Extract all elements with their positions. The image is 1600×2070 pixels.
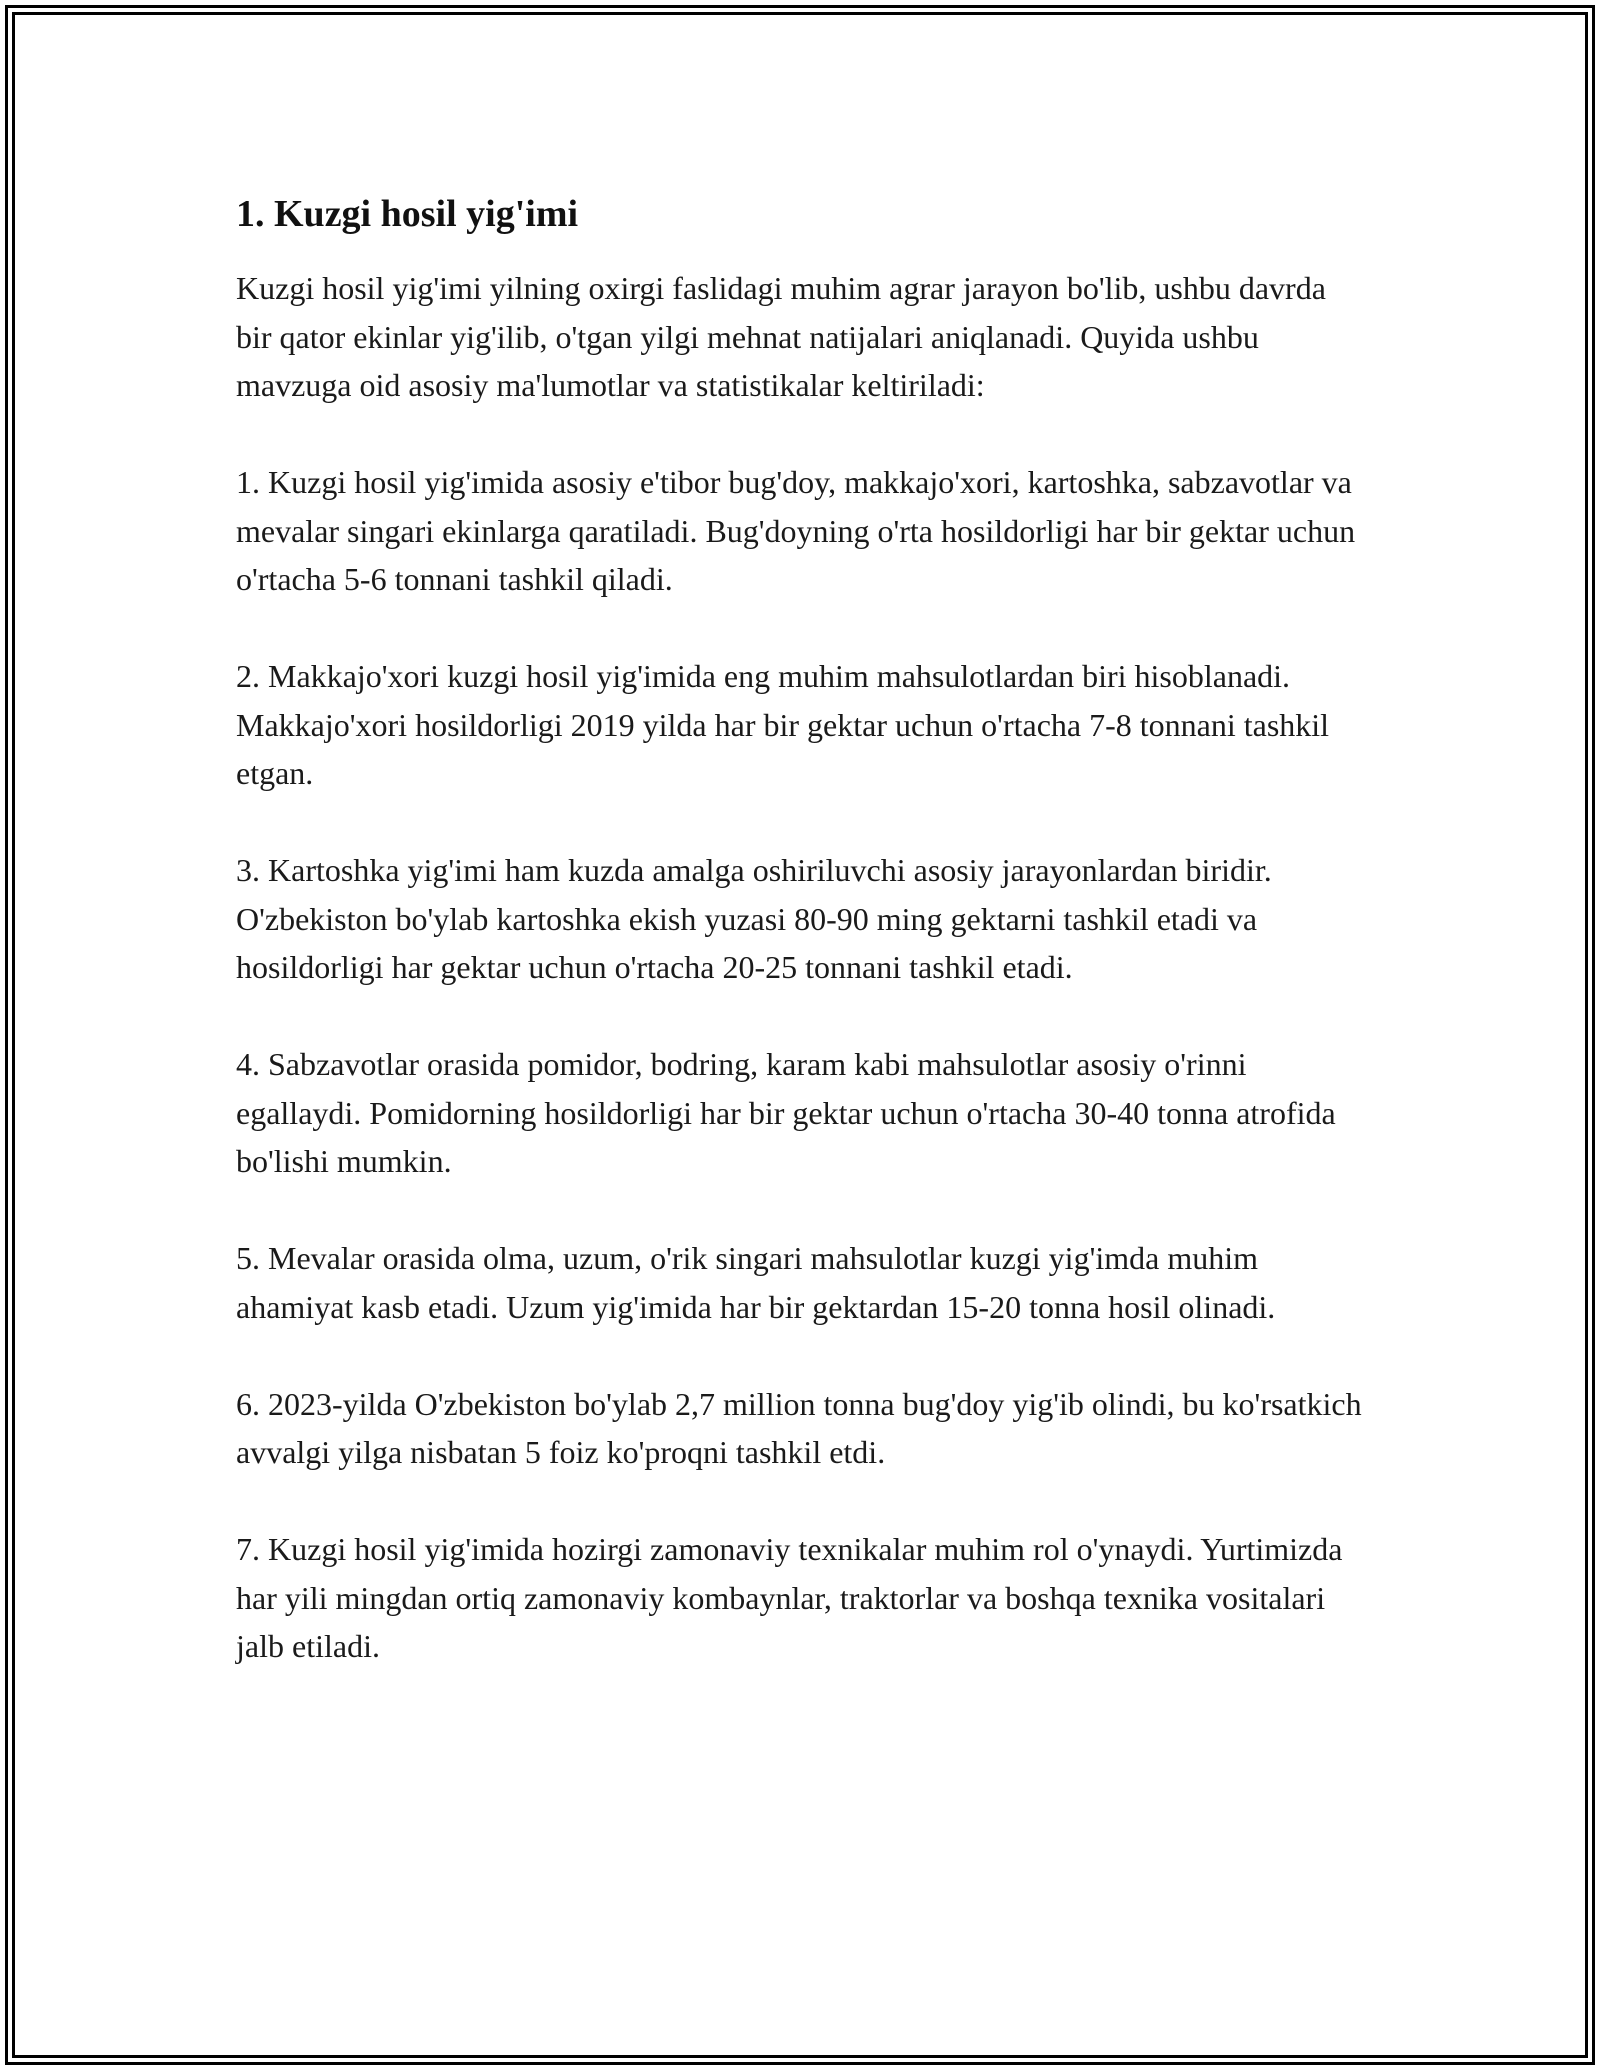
- page-title: 1. Kuzgi hosil yig'imi: [236, 193, 579, 235]
- paragraph-item-5: 5. Mevalar orasida olma, uzum, o'rik singari mahsulotlar kuzgi yig'imda muhim ahamiyat kasb etadi. Uzum yig'imida har bir gektardan 15-20 tonna hosil olinadi.: [236, 1240, 1276, 1325]
- paragraph-item-7: 7. Kuzgi hosil yig'imida hozirgi zamonaviy texnikalar muhim rol o'ynaydi. Yurtimizda har yili mingdan ortiq zamonaviy kombaynlar, traktorlar va boshqa texnika vositalari jalb etiladi.: [236, 1531, 1343, 1664]
- paragraph-item-3: 3. Kartoshka yig'imi ham kuzda amalga oshiriluvchi asosiy jarayonlardan biridir. O'zbekiston bo'ylab kartoshka ekish yuzasi 80-90 ming gektarni tashkil etadi va hosildorligi har gektar uchun o'rtacha 20-25 tonnani tashkil etadi.: [236, 852, 1272, 985]
- paragraph-item-6: 6. 2023-yilda O'zbekiston bo'ylab 2,7 million tonna bug'doy yig'ib olindi, bu ko'rsatkich avvalgi yilga nisbatan 5 foiz ko'proqni tashkil etdi.: [236, 1385, 1362, 1470]
- paragraph-item-4: 4. Sabzavotlar orasida pomidor, bodring, karam kabi mahsulotlar asosiy o'rinni egallaydi. Pomidorning hosildorligi har bir gektar uchun o'rtacha 30-40 tonna atrofida bo'lishi mumkin.: [236, 1046, 1336, 1179]
- paragraph-item-1: 1. Kuzgi hosil yig'imida asosiy e'tibor bug'doy, makkajo'xori, kartoshka, sabzavotlar va mevalar singari ekinlarga qaratiladi. Bug'doyning o'rta hosildorligi har bir gektar uchun o'rtacha 5-6 tonnani tashkil qiladi.: [236, 464, 1356, 597]
- intro-paragraph: Kuzgi hosil yig'imi yilning oxirgi faslidagi muhim agrar jarayon bo'lib, ushbu davrda bir qator ekinlar yig'ilib, o'tgan yilgi mehnat natijalari aniqlanadi. Quyida ushbu mavzuga oid asosiy ma'lumotlar va statistikalar keltiriladi:: [236, 270, 1326, 403]
- paragraph-item-2: 2. Makkajo'xori kuzgi hosil yig'imida eng muhim mahsulotlardan biri hisoblanadi. Makkajo'xori hosildorligi 2019 yilda har bir gektar uchun o'rtacha 7-8 tonnani tashkil etgan.: [236, 658, 1330, 791]
- document-body: [236, 186, 1366, 1671]
